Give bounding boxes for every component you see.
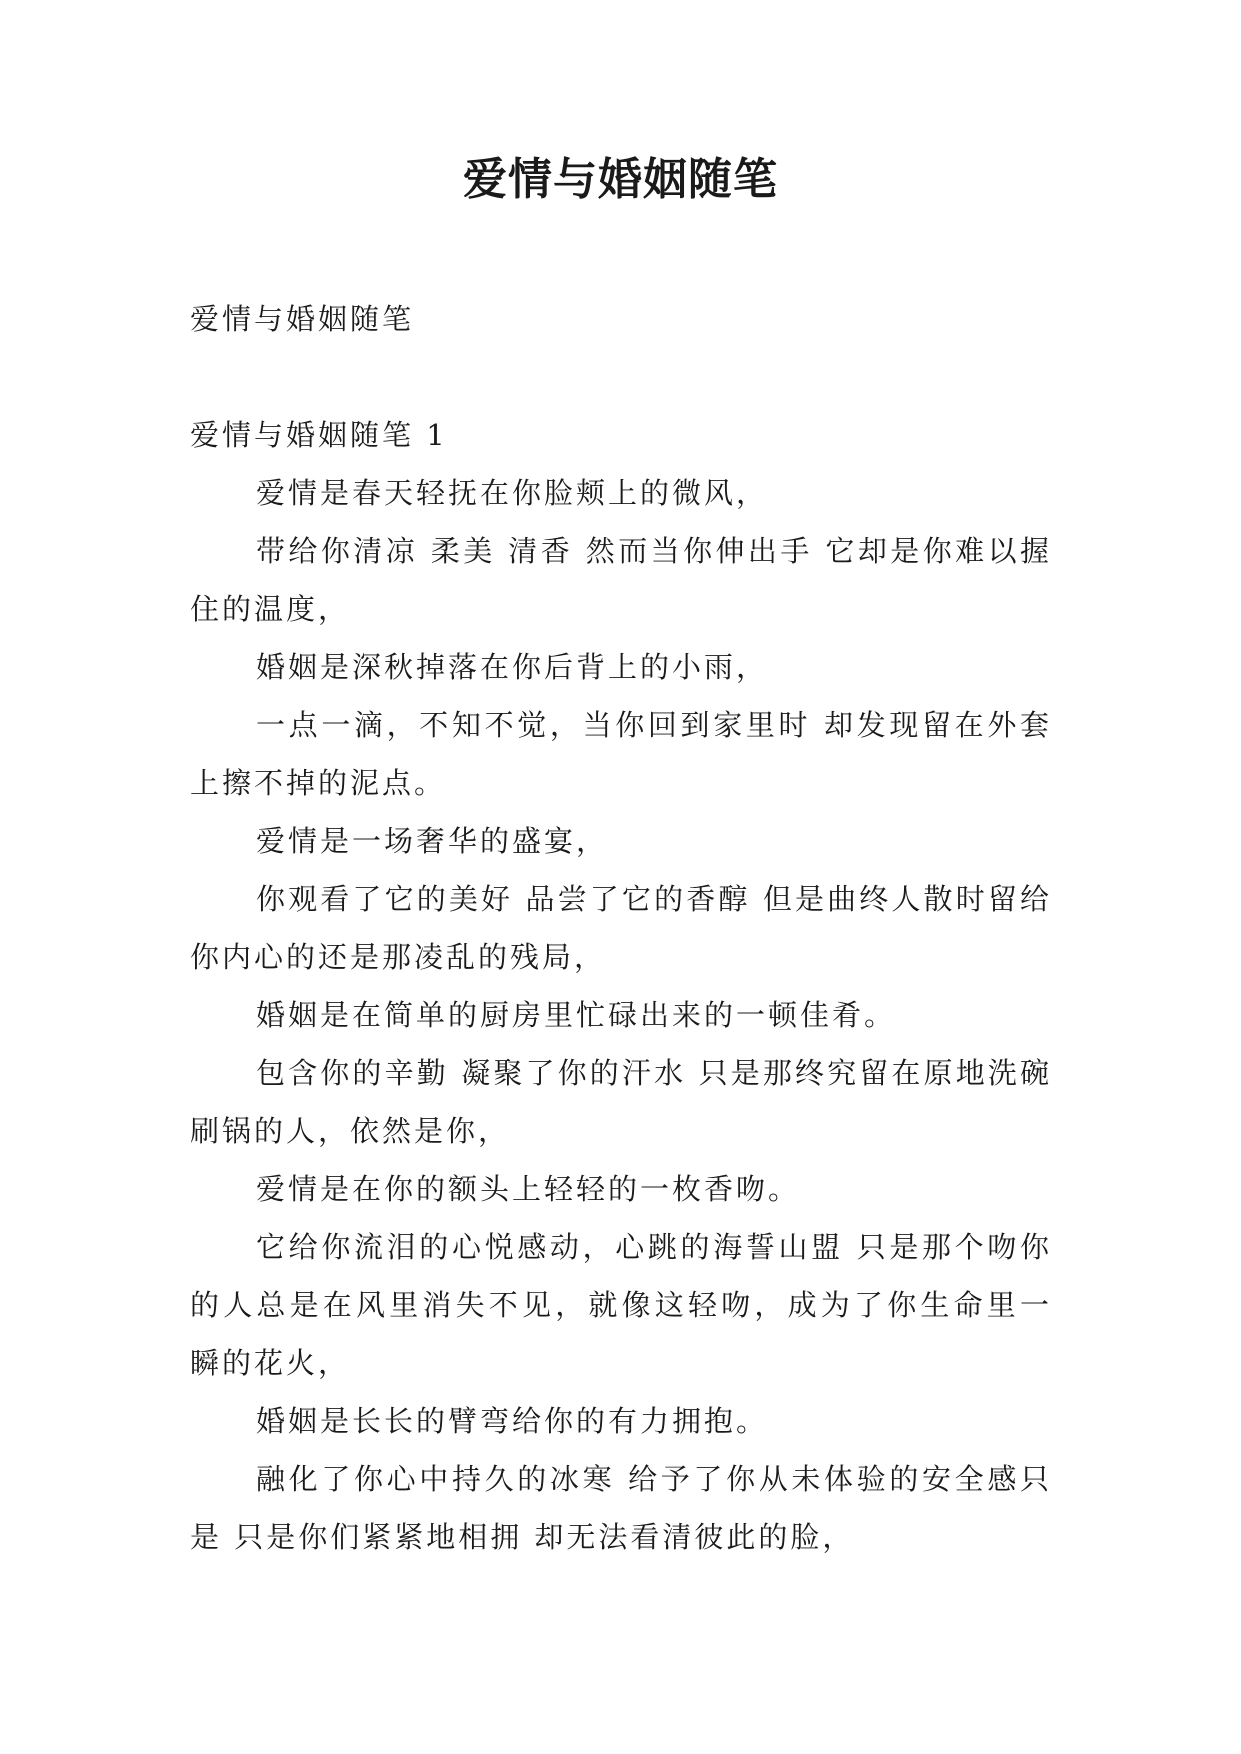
paragraph: 婚姻是深秋掉落在你后背上的小雨， — [256, 650, 769, 684]
paragraph: 爱情是一场奢华的盛宴， — [256, 824, 609, 858]
paragraph: 婚姻是长长的臂弯给你的有力拥抱。 — [256, 1404, 769, 1438]
section-heading: 爱情与婚姻随笔 1 — [190, 418, 448, 452]
document-title: 爱情与婚姻随笔 — [463, 154, 778, 205]
paragraph: 爱情是春天轻抚在你脸颊上的微风， — [256, 476, 769, 510]
paragraph: 一点一滴，不知不觉，当你回到家里时 却发现留在外套上擦不掉的泥点。 — [190, 708, 1052, 800]
paragraph: 婚姻是在简单的厨房里忙碌出来的一顿佳肴。 — [256, 998, 897, 1032]
blank-line — [190, 348, 1052, 406]
paragraph: 它给你流泪的心悦感动，心跳的海誓山盟 只是那个吻你的人总是在风里消失不见，就像这轻吻，成为了你生命里一瞬的花火， — [190, 1230, 1052, 1380]
paragraph: 你观看了它的美好 品尝了它的香醇 但是曲终人散时留给你内心的还是那凌乱的残局， — [190, 882, 1052, 974]
paragraph: 包含你的辛勤 凝聚了你的汗水 只是那终究留在原地洗碗刷锅的人，依然是你， — [190, 1056, 1052, 1148]
document-subtitle: 爱情与婚姻随笔 — [190, 302, 415, 336]
paragraph: 融化了你心中持久的冰寒 给予了你从未体验的安全感只是 只是你们紧紧地相拥 却无法看清彼此的脸， — [190, 1462, 1052, 1554]
paragraph: 带给你清凉 柔美 清香 然而当你伸出手 它却是你难以握住的温度， — [190, 534, 1052, 626]
document-body — [190, 290, 1052, 1566]
paragraph: 爱情是在你的额头上轻轻的一枚香吻。 — [256, 1172, 801, 1206]
